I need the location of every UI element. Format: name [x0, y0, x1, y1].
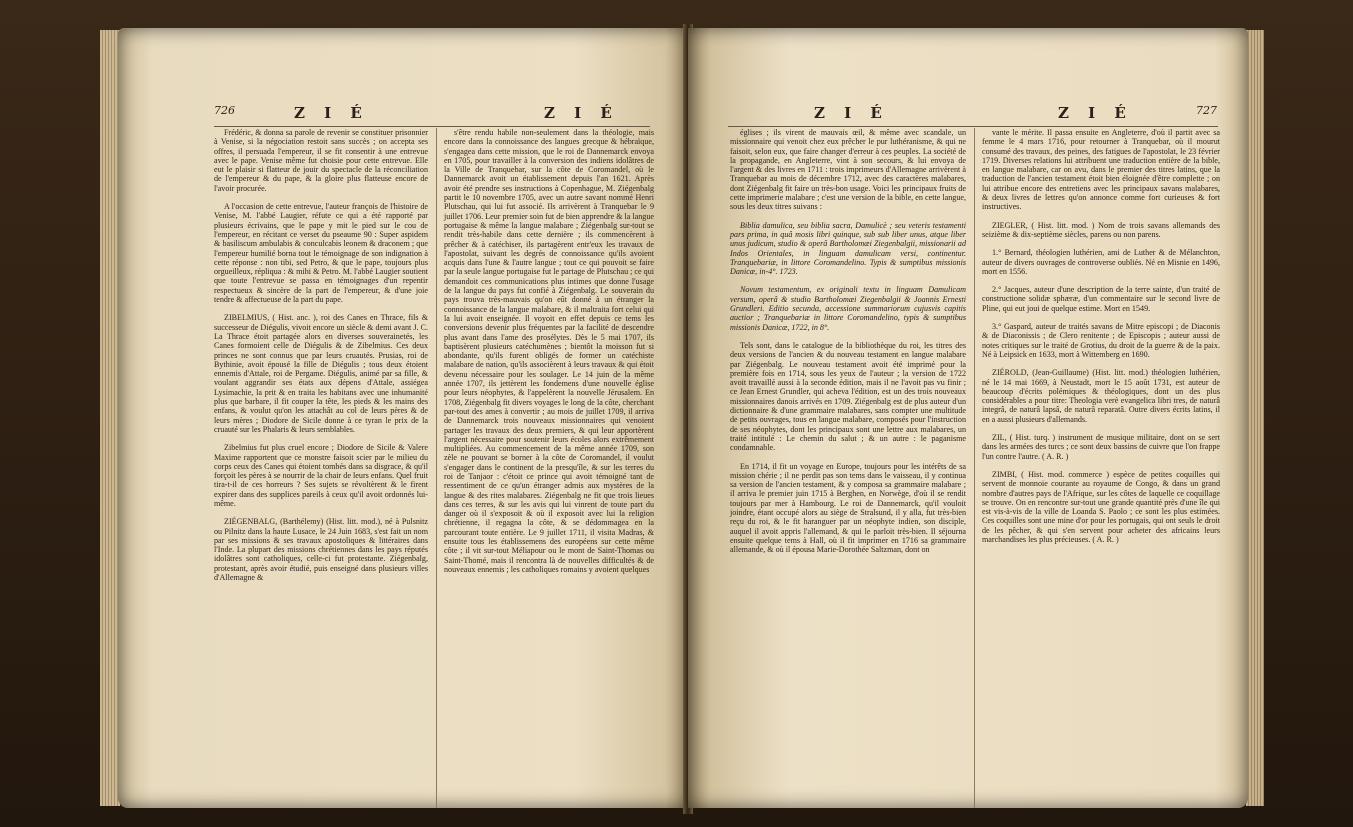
paragraph: vante le mérite. Il passa ensuite en Angleterre, d'où il partit avec sa femme le 4 mars 1716, pour retourner à Tranquebar, où il mourut consumé des travaux, des peines, des fatigues de l'apostolat, le 23 février 1719. Diverses relations lui attribuent une traduction entière de la bible, en langue malabare, car on avu, dans le premier des titres latins, que la traduction de l'ancien testament étoit bien éloignée d'être complette ; on lui attribue encore des entretiens avec les principaux savans malabares, & deux livres de lettres qu'on annonce comme fort curieuses & fort instructives.: [982, 128, 1220, 212]
right-page-edges: [1246, 30, 1264, 806]
right-running-head-1: Z I É: [814, 104, 889, 122]
paragraph: ZIEGLER, ( Hist. litt. mod. ) Nom de trois savans allemands des seizième & dix-septième siècles, parens ou non parens.: [982, 220, 1220, 239]
paragraph: 2.° Jacques, auteur d'une description de la terre sainte, d'un traité de constructione solidæ sphæræ, d'un commentaire sur le second livre de Pline, qui eut joui de quelque estime. Mort en 1549.: [982, 285, 1220, 313]
paragraph: En 1714, il fit un voyage en Europe, toujours pour les intérêts de sa mission chérie ; il ne perdit pas son tems dans le vaisseau, il y continua sa version de l'ancien testament, & y composa sa grammaire malabare ; il arriva le premier juin 1715 à Berghen, en Norwège, d'où il se rendit toujours par mer à Hambourg. Le roi de Dannemarck, qu'il vouloit joindre, étant occupé alors au siège de Stralsund, il y alla, fut très-bien reçu du roi, & le fit haranguer par un néophyte indien, son disciple, auquel il avoit appris l'allemand, & qui le parloit très-bien. Il séjourna ensuite quelque tems à Hall, où il fit imprimer en 1716 sa grammaire allemande, & où il épousa Marie-Dorothée Saltzman, dont on: [730, 461, 966, 555]
right-header-rule: [728, 126, 1218, 127]
paragraph: Biblia damulica, seu biblia sacra, Damulicè ; seu veteris testamenti pars prima, in quâ mosis libri quinque, sub sub liber unus, atque liber unus judicum, studio & operâ Bartholomæi Ziegenbalgii, missionarii ad Indos Orientales, in linguam damulicam versi, continentur. Tranquebariæ, in littore Coromandelino. Typis & sumptibus missionis Danicæ, in-4°. 1723.: [730, 220, 966, 277]
right-page-number: 727: [1196, 104, 1217, 117]
paragraph: églises ; ils virent de mauvais œil, & même avec scandale, un missionnaire qui venoit chez eux prêcher le pur luthéranisme, & qui ne faisoit, selon eux, que faire changer d'erreur à ces peuples. La société de la propagande, en Angleterre, vint à son secours, & lui envoya de l'argent & des livres en 1711 : trois imprimeurs d'Allemagne arrivèrent à Tranquebar au mois de décembre 1712, avec des caractères malabares, dont Ziégenbalg fit faire un très-bon usage. Voici les principaux fruits de cette imprimerie malabare ; c'est une version de la bible, en cette langue, sous les deux titres suivans :: [730, 128, 966, 212]
paragraph: 3.° Gaspard, auteur de traités savans de Mitre episcopi ; de Diaconis & de Diaconissis ; de Clero renitente ; de Episcopis ; auteur aussi de notes critiques sur le traité de Grotius, du droit de la guerre & de la paix. Né à Leipsick en 1633, mort à Wittemberg en 1690.: [982, 322, 1220, 359]
paragraph: Zibelmius fut plus cruel encore ; Diodore de Sicile & Valere Maxime rapportent que ce monstre faisoit scier par le milieu du corps ceux des Canes qui étoient tombés dans sa disgrace, & qu'il forçoit les pères à se nourrir de la chair de leurs enfans. Quel fruit tira-t-il de ces horreurs ? Ses sujets se révoltèrent & le firent expirer dans des supplices pareils à ceux qu'il avoit ordonnés lui-même.: [214, 443, 428, 508]
left-page: [118, 28, 688, 808]
paragraph: Novum testamentum, ex originali textu in linguam Damulicam versum, operâ & studio Bartholomæi Ziegenbalgii & Joannis Ernesti Grundleri. Editio secunda, accessione summariorum cujusvis capitis auctior ; Tranquebariæ in littore Coromandelino, typis & sumptibus missionis Danicæ, 1722, in 8°.: [730, 285, 966, 332]
left-column-1: [214, 128, 428, 585]
paragraph: ZIÉGENBALG, (Barthélemy) (Hist. litt. mod.), né à Pulsnitz ou Pilnitz dans la haute Lusace, le 24 Juin 1683, s'est fait un nom par ses missions & ses travaux apostoliques & littéraires dans l'Inde. La plupart des missions chrétiennes dans les pays réputés idolâtres sont catholiques, celle-ci fut protestante. Ziégenbalg, protestant, après avoir étudié, puis enseigné dans plusieurs villes d'Allemagne &: [214, 517, 428, 583]
paragraph: s'être rendu habile non-seulement dans la théologie, mais encore dans la connoissance des langues grecque & hébraïque, s'engagea dans cette mission, que le roi de Dannemarck envoya en 1705, pour travailler à la conversion des indiens idolâtres de la Ville de Tranquebar, sur la côte de Coromandel, où le Dannemarck avoit un établissement depuis l'an 1621. Après avoir été prendre ses instructions à Copenhague, M. Ziégenbalg partit le 10 novembre 1705, avec un autre savant nommé Henri Plutschau, qui lui fut associé. Ils arrivèrent à Tranquebar le 9 juillet 1706. Leur premier soin fut de bien apprendre & la langue portugaise & même la langue malabare ; Ziégenbalg sur-tout se rendit très-habile dans cette dernière ; ils commencèrent à prêcher & à catéchiser, ils partagèrent entr'eux les travaux de l'apostolat, suivant les degrés de connoissance qu'ils avoient acquis dans l'une & l'autre langue ; tout ce qui pouvoit se faire par la seule langue portugaise fut le partage de Plutschau ; ce qui demandoit ces communications plus intimes que donne l'usage de la langue du pays fut confié à Ziégenbalg. Le souverain du pays trouva très-mauvais qu'on eût donné à un étranger la connoissance de la langue malabare, & il maltraita fort celui qui la lui avoit enseignée. Il voyoit en effet depuis ce tems les conversions devenir plus fréquentes par la facilité de descendre plus avant dans l'ame des prosélytes. Dès le 5 mai 1707, ils baptisèrent plusieurs catéchumènes ; bientôt la moisson fut si abondante, qu'ils furent obligés de former un catéchiste malabare de nation, qu'ils associèrent à leurs travaux & qui étoit devenu nécessaire pour les soulager. Le 14 juin de la même année 1707, ils jettèrent les fondemens d'une nouvelle église pour leurs néophytes, & l'appelèrent la nouvelle Jérusalem. En 1708, Ziégenbalg fit divers voyages le long de la côte, cherchant par-tout des ames à convertir ; au mois de juillet 1709, il arriva de Dannemarck trois nouveaux missionnaires qui venoient partager les travaux des deux premiers, & qui leur apportèrent l'argent nécessaire pour soutenir leurs écoles alors extrêmement multipliées. Au commencement de la même année 1709, son zèle ne pouvant se borner à la côte de Coromandel, il voulut s'engager dans le continent de la presqu'île, & sur les terres du roi de Tanjaor : c'étoit ce prince qui avoit témoigné tant de ressentiment de ce qu'un étranger admis aux mystères de la langue & des rites malabares. Ziégenbalg ne fit que trois lieues dans ces terres, & sur les avis qui lui vinrent de toute part du danger où il s'exposoit & où il exposoit avec lui la religion chrétienne, il regagna la côte, & se dédommagea en la parcourant toute entière. Le 9 juillet 1711, il visita Madras, & ensuite tous les établissemens des européens sur cette même côte ; il vit sur-tout Méliapour ou le mont de Saint-Thomas ou Saint-Thomé, mais il rencontra là de nouvelles difficultés & de nouveaux ennemis ; les catholiques romains y avoient quelques: [444, 128, 654, 574]
left-page-edges: [100, 30, 120, 806]
left-column-divider: [436, 128, 437, 808]
paragraph: A l'occasion de cette entrevue, l'auteur françois de l'histoire de Venise, M. l'abbé Laugier, réfute ce qui a été rapporté par plusieurs écrivains, que le pape y mit le pied sur le cou de l'empereur, en récitant ce verset du pseaume 90 : Super aspidem & basiliscum ambulabis & conculcabis leonem & draconem ; que l'empereur humilié borna tout le témoignage de son indignation à cette réponse : non tibi, sed Petro, & que le pape, toujours plus orgueilleux, répliqua : & mihi & Petro. M. l'abbé Laugier soutient que toute l'entrevue se passa en témoignages d'un repentir respectueux & sincère de la part de l'empereur, & d'une joie tendre & affectueuse de la part du pape.: [214, 202, 428, 305]
right-page: [688, 28, 1248, 808]
paragraph: ZIL, ( Hist. turq. ) instrument de musique militaire, dont on se sert dans les armées des turcs ; ce sont deux bassins de cuivre que l'on frappe l'un contre l'autre. ( A. R. ): [982, 433, 1220, 461]
left-running-head-1: Z I É: [294, 104, 369, 122]
paragraph: ZIÉROLD, (Jean-Guillaume) (Hist. litt. mod.) théologien luthérien, né le 14 mai 1669, à Neustadt, mort le 15 août 1731, est auteur de beaucoup d'écrits polémiques & théologiques, dont un des plus considérables a pour titre: Theologia verè evangelica libri tres, de naturâ integrâ, de naturâ lapsâ, de naturâ reparatâ. Outre divers écrits latins, il en a aussi plusieurs d'allemands.: [982, 368, 1220, 424]
left-page-number: 726: [214, 104, 235, 117]
left-header-rule: [214, 126, 650, 127]
paragraph: ZIBELMIUS, ( Hist. anc. ), roi des Canes en Thrace, fils & successeur de Diégulis, vivoit encore un siècle & demi avant J. C. La Thrace étoit partagée alors en diverses souverainetés, les Canes formoient celle de Diégulis & de Zibelmius. Ces deux princes ne sont connus que par leurs cruautés. Prusias, roi de Bythinie, avoit épousé la fille de Diégulis ; tous deux étoient ennemis d'Attale, roi de Pergame. Diégulis, animé par sa fille, & voulant aggrandir ses états aux dépens d'Attale, assiégea Lysimachie, la prit & en traita les habitans avec une inhumanité plus que barbare, il fit couper la tête, les pieds & les mains des enfans, & voulut qu'on les attachât au col de leurs pères & de leurs mères ; Diodore de Sicile donne à ce tyran le prix de la cruauté sur les Phalaris & leurs semblables.: [214, 313, 428, 434]
paragraph: Frédéric, & donna sa parole de revenir se constituer prisonnier à Venise, si la négociation restoit sans succès ; on accepta ses offres, il persuada l'empereur, il se fit consentir à une entrevue avec le pape. Venise même fut choisie pour cette entrevue. Elle eut le plaisir si flatteur de jouir du spectacle de la réconciliation de l'empereur & du pape, & la gloire plus flatteuse encore de l'avoir procurée.: [214, 128, 428, 193]
paragraph: 1.° Bernard, théologien luthérien, ami de Luther & de Mélanchton, auteur de divers ouvrages de controverse oubliés. Né en Misnie en 1496, mort en 1556.: [982, 248, 1220, 276]
paragraph: Tels sont, dans le catalogue de la bibliothèque du roi, les titres des deux versions de l'ancien & du nouveau testament en langue malabare par Ziégenbalg. Le nouveau testament avoit été imprimé pour la première fois en 1714, sous les yeux de l'auteur ; la version de 1722 avoit travaillé aussi à la seconde édition, mais il ne l'avoit pas vu finir ; ce Jean Ernest Grundler, qui acheva l'édition, est un des trois nouveaux missionnaires danois arrivés en 1709. Ziégenbalg est de plus auteur d'un dictionnaire & d'une grammaire malabares, sans compter une multitude de petits ouvrages, tous en langue malabare, composés pour l'instruction de ses néophytes, dont les principaux sont une lettre aux malabares, un traité intitulé : Le chemin du salut ; & un autre : le paganisme condamnable.: [730, 340, 966, 453]
left-column-2: [444, 128, 654, 577]
paragraph: ZIMBI, ( Hist. mod. commerce ) espèce de petites coquilles qui servent de monnoie courante au royaume de Congo, & dans un grand nombre d'autres pays de l'Afrique, sur les côtes de laquelle ce coquillage se trouve. On en rencontre sur-tout une grande quantité près d'une île qui est vis-à-vis de la ville de Loanda S. Paolo ; ce sont les plus estimées. Ces coquilles sont une mine d'or pour les portugais, qui ont seuls le droit de les pêcher, & qui s'en servent pour acheter des africains leurs marchandises les plus précieuses. ( A. R. ): [982, 469, 1220, 544]
right-column-divider: [974, 128, 975, 808]
left-running-head-2: Z I É: [544, 104, 619, 122]
right-column-2: [982, 128, 1220, 547]
right-running-head-2: Z I É: [1058, 104, 1133, 122]
right-column-1: [730, 128, 966, 557]
